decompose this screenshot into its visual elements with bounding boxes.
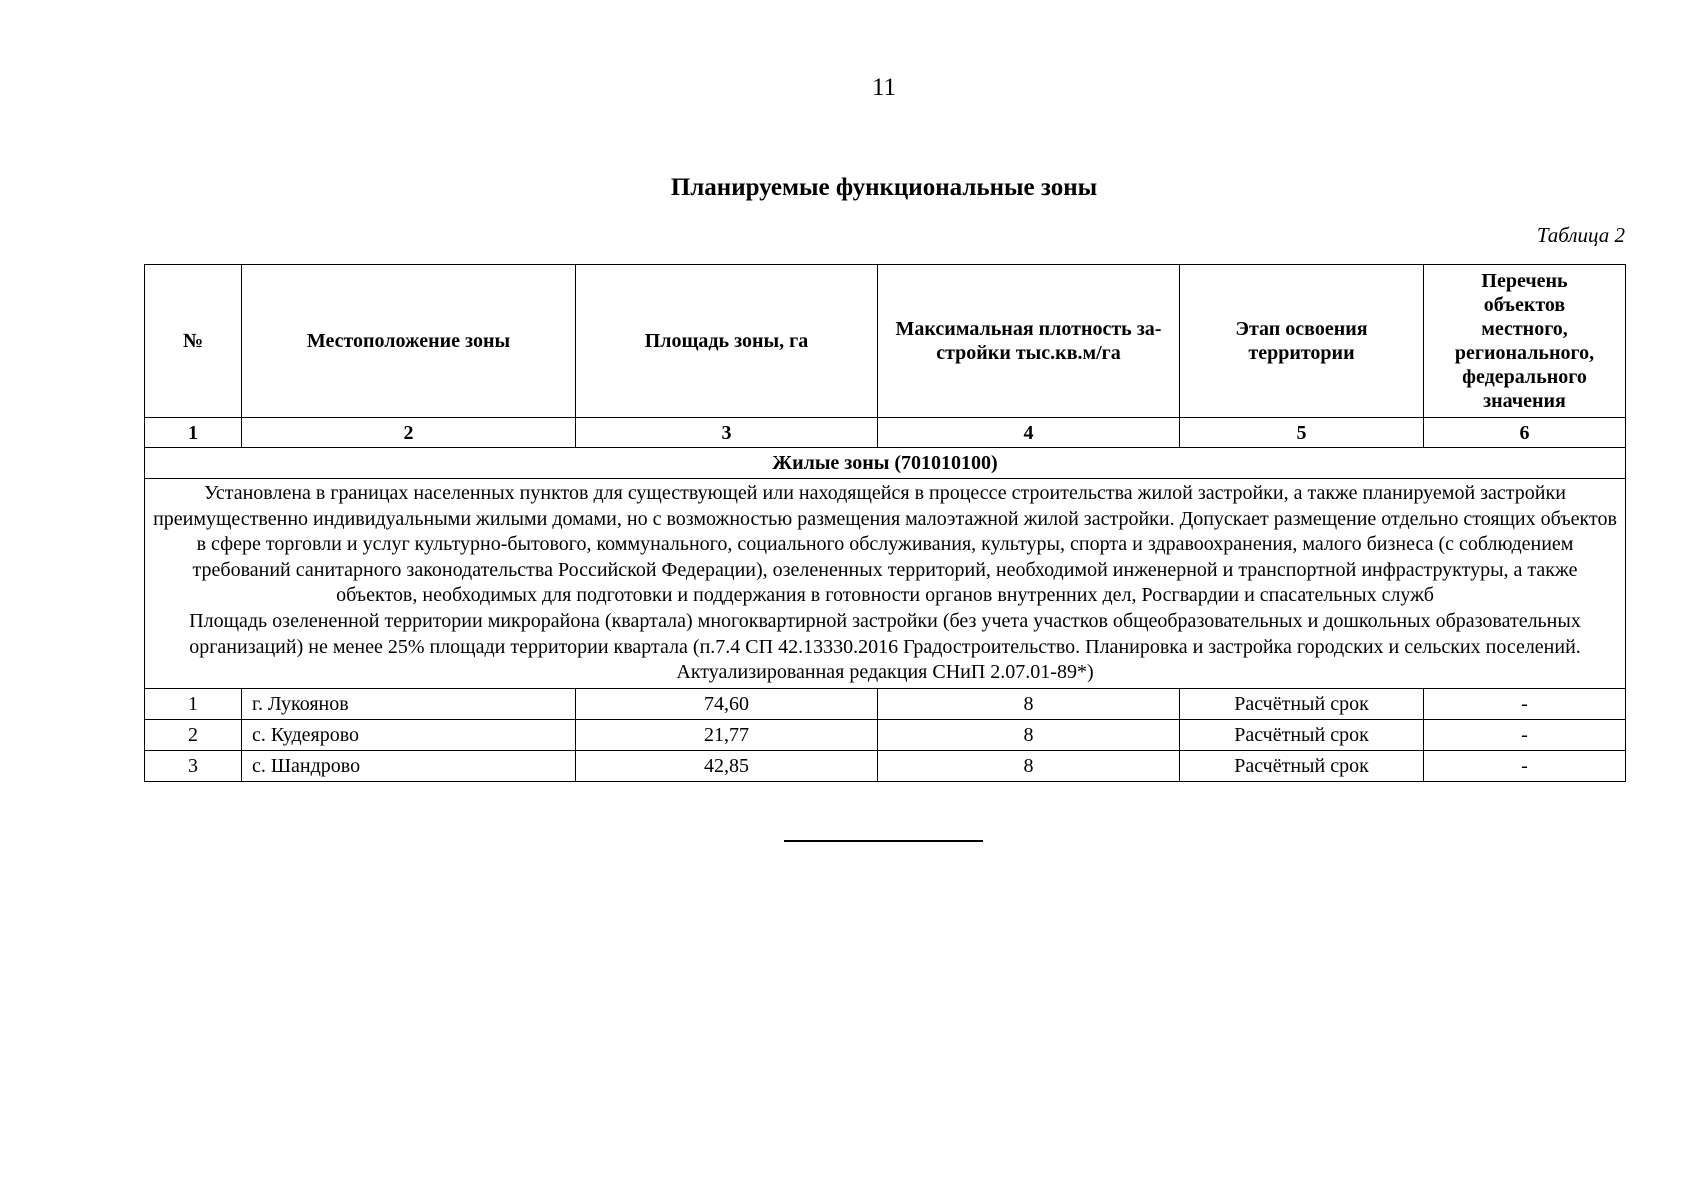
table-header-row (145, 265, 1626, 418)
row-objects: - (1424, 688, 1626, 719)
section-title: Жилые зоны (701010100) (145, 448, 1626, 479)
section-title-row (145, 448, 1626, 479)
header-density: Максимальная плотность за-стройки тыс.кв.м/га (878, 265, 1180, 418)
row-objects: - (1424, 750, 1626, 781)
row-number: 3 (145, 750, 242, 781)
row-stage: Расчётный срок (1180, 719, 1424, 750)
column-number: 5 (1180, 418, 1424, 448)
row-area: 74,60 (576, 688, 878, 719)
row-density: 8 (878, 750, 1180, 781)
row-stage: Расчётный срок (1180, 750, 1424, 781)
section-description: Установлена в границах населенных пунктов для существующей или находящейся в процессе строительства жилой застройки, а также планируемой застройки преимущественно индивидуальными жилыми домами, но с возможностью размещения малоэтажной жилой застройки. Допускает размещение отдельно стоящих объектов в сфере торговли и услуг культурно-бытового, коммунального, социального обслуживания, культуры, спорта и здравоохранения, малого бизнеса (с соблюдением требований санитарного законодательства Российской Федерации), озелененных территорий, необходимой инженерной и транспортной инфраструктуры, а также объектов, необходимых для подготовки и поддержания в готовности органов внутренних дел, Росгвардии и спасательных служб (153, 482, 1617, 607)
row-location: с. Шандрово (242, 750, 576, 781)
header-stage: Этап освоения территории (1180, 265, 1424, 418)
column-numbers-row (145, 418, 1626, 448)
header-number: № (145, 265, 242, 418)
row-stage: Расчётный срок (1180, 688, 1424, 719)
header-objects: Перечень объектов местного, регионального, федерального значения (1424, 265, 1626, 418)
table-row (145, 719, 1626, 750)
section-description-row (145, 479, 1626, 689)
header-location: Местоположение зоны (242, 265, 576, 418)
row-density: 8 (878, 719, 1180, 750)
row-area: 21,77 (576, 719, 878, 750)
row-location: г. Лукоянов (242, 688, 576, 719)
table-row (145, 688, 1626, 719)
row-number: 2 (145, 719, 242, 750)
section-note: Площадь озелененной территории микрорайона (квартала) многоквартирной застройки (без учета участков общеобразовательных и дошкольных образовательных организаций) не менее 25% площади территории квартала (п.7.4 СП 42.13330.2016 Градостроительство. Планировка и застройка городских и сельских поселений. Актуализированная редакция СНиП 2.07.01-89*) (189, 609, 1581, 684)
row-density: 8 (878, 688, 1180, 719)
row-number: 1 (145, 688, 242, 719)
page-title: Планируемые функциональные зоны (670, 174, 1098, 201)
row-objects: - (1424, 719, 1626, 750)
row-location: с. Кудеярово (242, 719, 576, 750)
page-number: 11 (871, 74, 897, 101)
row-area: 42,85 (576, 750, 878, 781)
end-of-document-line (784, 840, 983, 842)
column-number: 4 (878, 418, 1180, 448)
header-area: Площадь зоны, га (576, 265, 878, 418)
functional-zones-table (144, 264, 1626, 782)
section-description-cell (145, 479, 1626, 689)
column-number: 3 (576, 418, 878, 448)
column-number: 6 (1424, 418, 1626, 448)
table-row (145, 750, 1626, 781)
column-number: 1 (145, 418, 242, 448)
table-caption: Таблица 2 (1536, 223, 1625, 247)
column-number: 2 (242, 418, 576, 448)
